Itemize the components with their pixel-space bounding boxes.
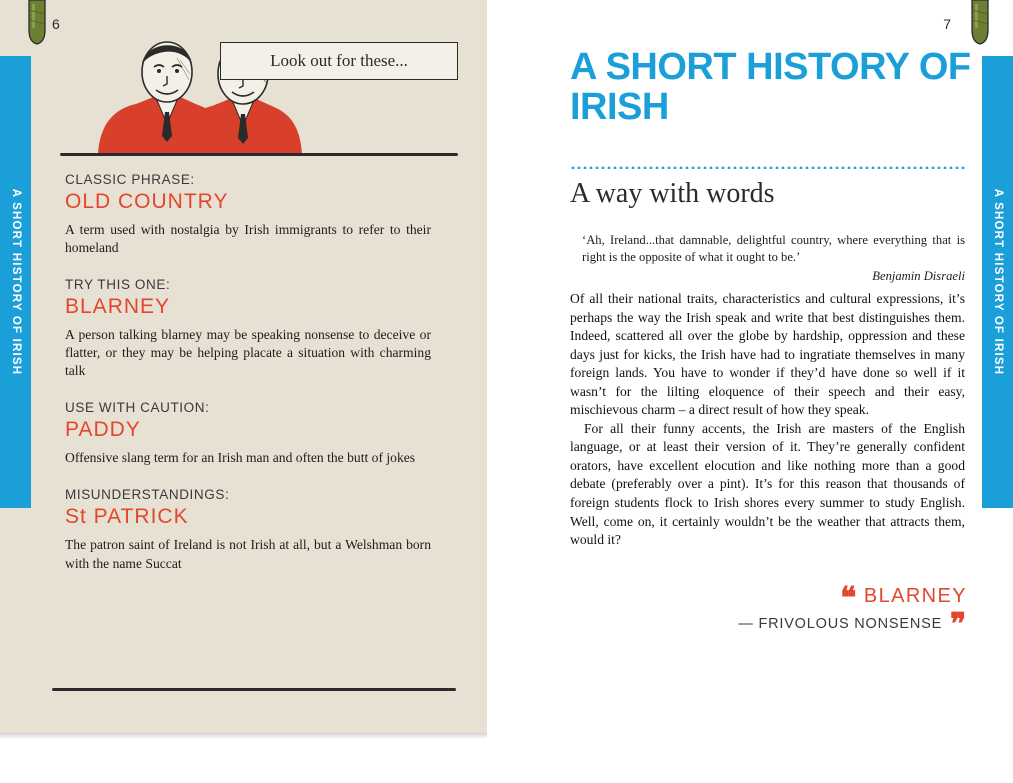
entry-term: St PATRICK xyxy=(65,505,189,529)
right-page xyxy=(487,0,1013,783)
glossary-entry xyxy=(65,400,431,467)
body-paragraph: For all their funny accents, the Irish are masters of the English language, or at least their version of it. They’re generally confident orators, have excellent elocution and like nothing more than a good debate (preferably over a pint). It’s for this reason that thousands of foreign students flock to Irish shores every summer to study English. Well, come on, it certainly wouldn’t be the weather that attracts them, would it? xyxy=(570,420,965,548)
chapter-title-text: A SHORT HISTORY OF IRISH xyxy=(570,46,971,128)
speech-bubble xyxy=(220,42,458,80)
speech-bubble-text: Look out for these... xyxy=(270,51,408,70)
entry-description: A term used with nostalgia by Irish immigrants to refer to their homeland xyxy=(65,222,431,256)
entry-kicker: CLASSIC PHRASE: xyxy=(65,172,195,187)
chapter-title xyxy=(570,48,990,127)
glossary-entry-list xyxy=(65,172,431,593)
side-tab-left-label: A SHORT HISTORY OF IRISH xyxy=(9,188,22,376)
pull-quote-text: ‘Ah, Ireland...that damnable, delightful country, where everything that is right is the opposite of what it ought to be.’ xyxy=(582,233,965,265)
two-men-illustration xyxy=(60,32,460,157)
body-copy xyxy=(570,290,965,550)
divider-rule-bottom xyxy=(52,688,456,691)
entry-term: BLARNEY xyxy=(65,295,171,319)
divider-rule-top xyxy=(60,153,458,156)
entry-kicker: TRY THIS ONE: xyxy=(65,277,171,293)
quote-open-icon: ❝ xyxy=(840,582,858,615)
entry-kicker: MISUNDERSTANDINGS: xyxy=(65,487,230,503)
callout-term: BLARNEY xyxy=(863,585,967,607)
bookmark-clip-icon xyxy=(26,0,48,45)
page-number-right: 7 xyxy=(943,16,951,32)
section-subheading: A way with words xyxy=(570,178,775,209)
glossary-entry xyxy=(65,487,431,572)
callout-blurb xyxy=(727,582,967,641)
left-page xyxy=(0,0,487,733)
entry-description: Offensive slang term for an Irish man and often the butt of jokes xyxy=(65,450,416,466)
entry-term: OLD COUNTRY xyxy=(65,190,229,213)
entry-term: PADDY xyxy=(65,418,141,442)
callout-definition: — FRIVOLOUS NONSENSE xyxy=(738,616,943,632)
glossary-entry xyxy=(65,277,431,380)
page-bottom-margin xyxy=(0,739,1013,783)
callout-definition-row xyxy=(727,608,967,641)
entry-description: The patron saint of Ireland is not Irish at all, but a Welshman born with the name Succat xyxy=(65,537,431,571)
dotted-divider xyxy=(570,165,965,169)
quote-close-icon: ❞ xyxy=(950,608,967,641)
callout-term-row xyxy=(727,582,967,615)
entry-description: A person talking blarney may be speaking nonsense to deceive or flatter, or they may be helping placate a situation with charming talk xyxy=(65,327,431,379)
body-paragraph: Of all their national traits, characteristics and cultural expressions, it’s perhaps the way the Irish speak and write that best distinguishes them. Indeed, scattered all over the globe by hardship, oppression and these days just for kicks, the Irish have had to ingratiate themselves in many foreign lands. You have to wonder if they’d have done so well if it wasn’t for the lilting eloquence of their speech and their easy, mischievous charm – a direct result of how they speak. xyxy=(570,291,965,418)
glossary-entry xyxy=(65,172,431,257)
side-tab-left xyxy=(0,56,31,508)
entry-kicker: USE WITH CAUTION: xyxy=(65,400,210,416)
bookmark-clip-icon xyxy=(969,0,991,45)
pull-quote-attribution: Benjamin Disraeli xyxy=(872,268,965,283)
pull-quote xyxy=(582,232,965,285)
side-tab-right-label: A SHORT HISTORY OF IRISH xyxy=(991,188,1004,376)
page-number-left: 6 xyxy=(52,16,60,32)
